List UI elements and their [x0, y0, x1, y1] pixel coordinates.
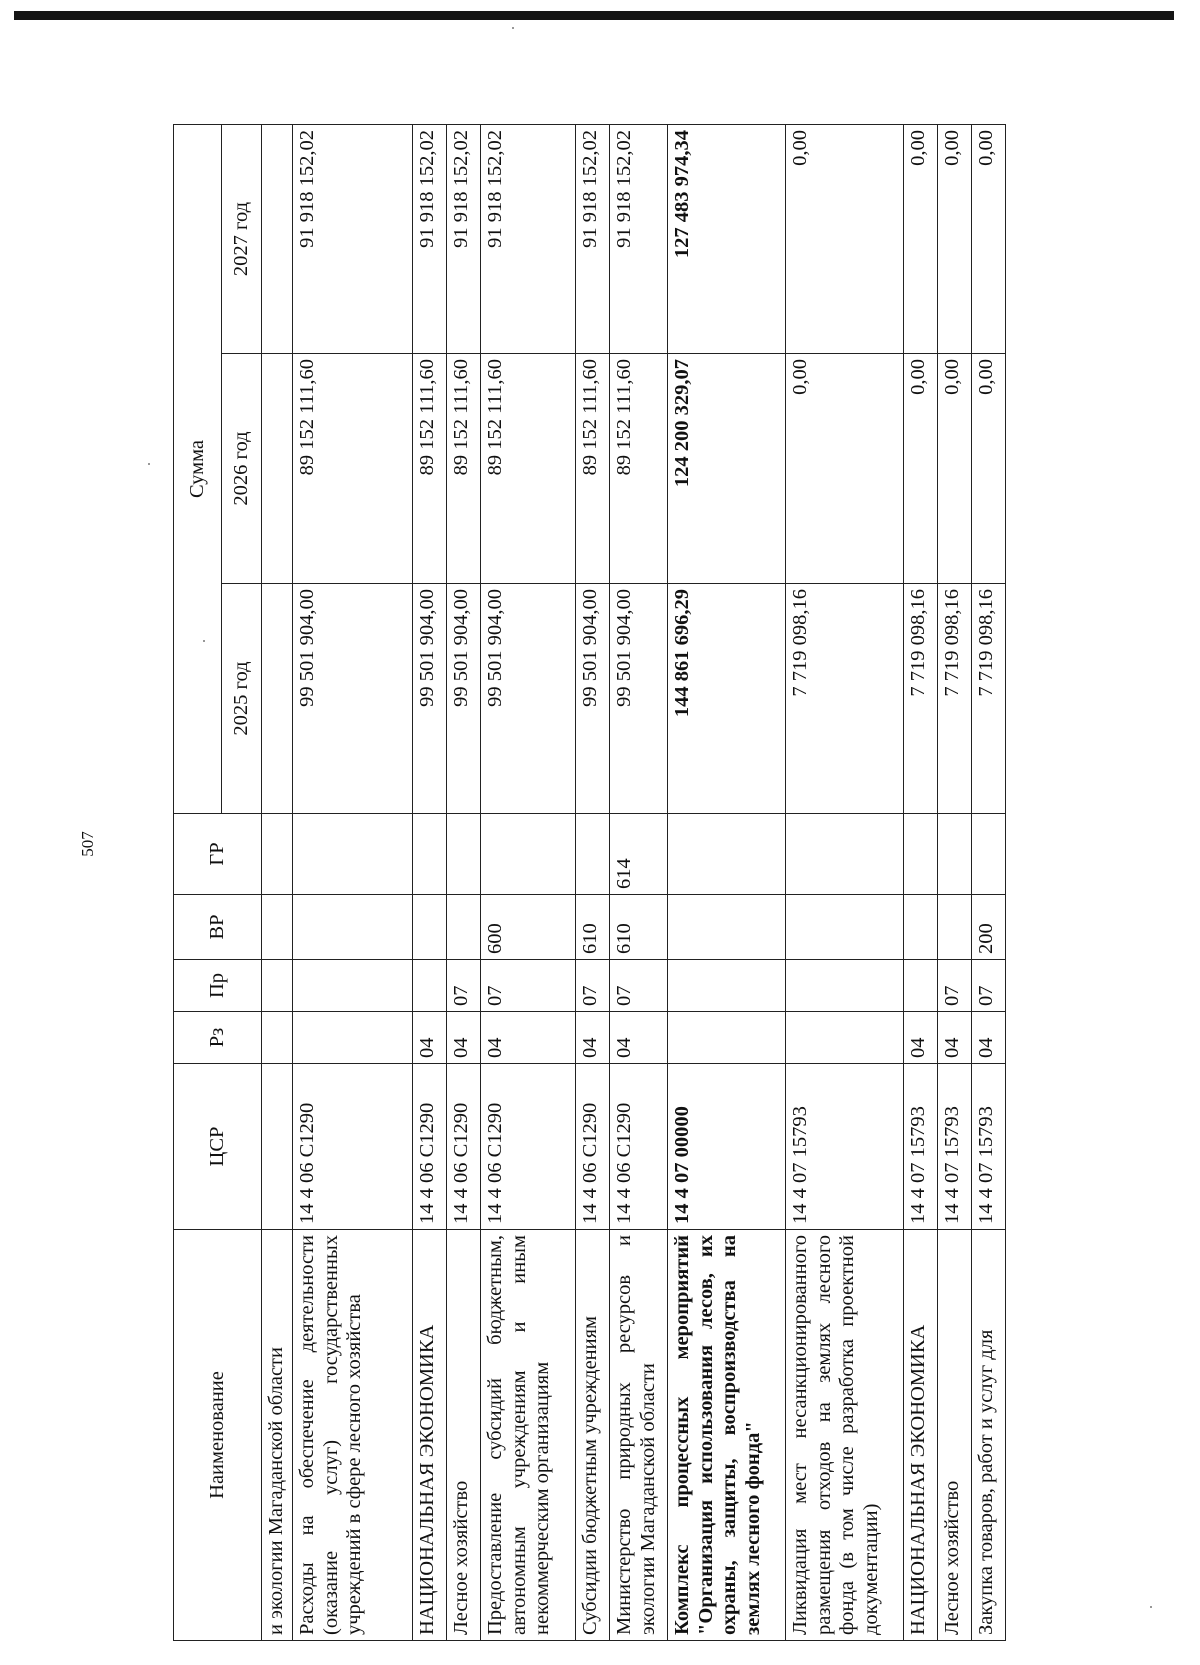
row-name: Расходы на обеспечение деятельности (оказание услуг) государственных учреждений в сфере лесного хозяйства [292, 1230, 412, 1641]
row-rz: 04 [609, 1012, 667, 1064]
row-name: Закупка товаров, работ и услуг для [971, 1230, 1005, 1641]
row-gr [937, 814, 971, 895]
row-name: и экологии Магаданской области [262, 1230, 293, 1641]
row-sum-2027: 0,00 [903, 125, 937, 354]
row-pr: 07 [575, 960, 609, 1012]
row-pr [262, 960, 293, 1012]
row-csr: 14 4 07 15793 [785, 1064, 903, 1230]
row-rz: 04 [480, 1012, 575, 1064]
row-vr [292, 895, 412, 960]
budget-table [173, 124, 1006, 1641]
row-vr: 600 [480, 895, 575, 960]
row-sum-2027: 91 918 152,02 [575, 125, 609, 354]
table-row [903, 125, 937, 1641]
row-csr [262, 1064, 293, 1230]
row-name: НАЦИОНАЛЬНАЯ ЭКОНОМИКА [903, 1230, 937, 1641]
row-sum-2026: 89 152 111,60 [480, 354, 575, 584]
row-rz [262, 1012, 293, 1064]
row-csr: 14 4 07 15793 [937, 1064, 971, 1230]
row-csr: 14 4 07 00000 [667, 1064, 785, 1230]
row-vr: 200 [971, 895, 1005, 960]
budget-table-rotated [173, 125, 1098, 1641]
table-row [292, 125, 412, 1641]
row-sum-2026: 89 152 111,60 [446, 354, 480, 584]
table-row [412, 125, 446, 1641]
row-sum-2027 [262, 125, 293, 354]
row-sum-2027: 91 918 152,02 [480, 125, 575, 354]
row-sum-2025: 99 501 904,00 [575, 584, 609, 814]
row-sum-2025: 7 719 098,16 [903, 584, 937, 814]
row-sum-2025: 99 501 904,00 [292, 584, 412, 814]
row-name: Лесное хозяйство [937, 1230, 971, 1641]
page-number: 507 [78, 831, 97, 857]
row-gr: 614 [609, 814, 667, 895]
row-sum-2026: 89 152 111,60 [292, 354, 412, 584]
row-rz: 04 [937, 1012, 971, 1064]
row-sum-2027: 91 918 152,02 [609, 125, 667, 354]
row-sum-2027: 127 483 974,34 [667, 125, 785, 354]
row-vr [937, 895, 971, 960]
header-2025: 2025 год [222, 584, 262, 814]
row-rz: 04 [575, 1012, 609, 1064]
row-pr [785, 960, 903, 1012]
table-row [609, 125, 667, 1641]
row-name: Ликвидация мест несанкционированного размещения отходов на землях лесного фонда (в том числе разработка проектной документации) [785, 1230, 903, 1641]
row-rz: 04 [412, 1012, 446, 1064]
row-pr: 07 [937, 960, 971, 1012]
row-rz: 04 [446, 1012, 480, 1064]
header-2026: 2026 год [222, 354, 262, 584]
row-pr: 07 [446, 960, 480, 1012]
row-sum-2026: 0,00 [785, 354, 903, 584]
table-row [446, 125, 480, 1641]
row-sum-2027: 0,00 [937, 125, 971, 354]
row-gr [480, 814, 575, 895]
row-csr: 14 4 06 С1290 [609, 1064, 667, 1230]
row-name: Министерство природных ресурсов и экологии Магаданской области [609, 1230, 667, 1641]
row-sum-2027: 91 918 152,02 [292, 125, 412, 354]
header-pr: Пр [174, 960, 262, 1012]
row-gr [446, 814, 480, 895]
row-rz: 04 [903, 1012, 937, 1064]
row-gr [903, 814, 937, 895]
row-vr [667, 895, 785, 960]
row-name: Предоставление субсидий бюджетным, автономным учреждениям и иным некоммерческим организациям [480, 1230, 575, 1641]
row-gr [971, 814, 1005, 895]
row-vr [785, 895, 903, 960]
row-vr [262, 895, 293, 960]
row-csr: 14 4 06 С1290 [412, 1064, 446, 1230]
table-row [480, 125, 575, 1641]
row-gr [262, 814, 293, 895]
row-sum-2025 [262, 584, 293, 814]
row-sum-2026: 89 152 111,60 [412, 354, 446, 584]
row-name: Субсидии бюджетным учреждениям [575, 1230, 609, 1641]
header-gr: ГР [174, 814, 262, 895]
row-sum-2025: 7 719 098,16 [971, 584, 1005, 814]
row-csr: 14 4 07 15793 [971, 1064, 1005, 1230]
row-gr [412, 814, 446, 895]
table-row [262, 125, 293, 1641]
header-csr: ЦСР [174, 1064, 262, 1230]
header-rz: Рз [174, 1012, 262, 1064]
row-pr: 07 [480, 960, 575, 1012]
row-name: Комплекс процессных мероприятий "Организация использования лесов, их охраны, защиты, воспроизводства на землях лесного фонда" [667, 1230, 785, 1641]
row-name: Лесное хозяйство [446, 1230, 480, 1641]
row-gr [292, 814, 412, 895]
row-sum-2027: 91 918 152,02 [412, 125, 446, 354]
row-sum-2026: 0,00 [971, 354, 1005, 584]
header-name: Наименование [174, 1230, 262, 1641]
row-sum-2026 [262, 354, 293, 584]
row-pr [292, 960, 412, 1012]
row-sum-2027: 0,00 [785, 125, 903, 354]
header-2027: 2027 год [222, 125, 262, 354]
row-sum-2026: 0,00 [903, 354, 937, 584]
row-sum-2025: 144 861 696,29 [667, 584, 785, 814]
row-csr: 14 4 06 С1290 [292, 1064, 412, 1230]
table-row [785, 125, 903, 1641]
row-gr [575, 814, 609, 895]
row-csr: 14 4 07 15793 [903, 1064, 937, 1230]
row-rz [667, 1012, 785, 1064]
row-vr [903, 895, 937, 960]
row-pr [667, 960, 785, 1012]
table-row [667, 125, 785, 1641]
row-csr: 14 4 06 С1290 [446, 1064, 480, 1230]
row-sum-2025: 99 501 904,00 [446, 584, 480, 814]
row-rz: 04 [971, 1012, 1005, 1064]
row-sum-2025: 99 501 904,00 [412, 584, 446, 814]
row-sum-2025: 99 501 904,00 [609, 584, 667, 814]
header-vr: ВР [174, 895, 262, 960]
scan-speck [148, 463, 150, 465]
row-sum-2025: 7 719 098,16 [785, 584, 903, 814]
header-sum: Сумма [174, 125, 222, 814]
table-body [262, 125, 1006, 1641]
row-pr: 07 [971, 960, 1005, 1012]
row-gr [785, 814, 903, 895]
row-vr [412, 895, 446, 960]
row-name: НАЦИОНАЛЬНАЯ ЭКОНОМИКА [412, 1230, 446, 1641]
row-gr [667, 814, 785, 895]
row-sum-2026: 124 200 329,07 [667, 354, 785, 584]
row-rz [292, 1012, 412, 1064]
row-vr: 610 [575, 895, 609, 960]
row-vr: 610 [609, 895, 667, 960]
row-rz [785, 1012, 903, 1064]
scan-speck [1150, 1606, 1152, 1608]
row-csr: 14 4 06 С1290 [575, 1064, 609, 1230]
row-pr [412, 960, 446, 1012]
row-sum-2027: 91 918 152,02 [446, 125, 480, 354]
row-pr: 07 [609, 960, 667, 1012]
table-row [575, 125, 609, 1641]
row-vr [446, 895, 480, 960]
row-sum-2027: 0,00 [971, 125, 1005, 354]
row-pr [903, 960, 937, 1012]
table-row [971, 125, 1005, 1641]
row-sum-2026: 0,00 [937, 354, 971, 584]
row-sum-2025: 99 501 904,00 [480, 584, 575, 814]
scan-top-edge [14, 11, 1174, 20]
row-sum-2025: 7 719 098,16 [937, 584, 971, 814]
scan-speck [512, 27, 514, 29]
row-sum-2026: 89 152 111,60 [609, 354, 667, 584]
row-csr: 14 4 06 С1290 [480, 1064, 575, 1230]
row-sum-2026: 89 152 111,60 [575, 354, 609, 584]
table-row [937, 125, 971, 1641]
